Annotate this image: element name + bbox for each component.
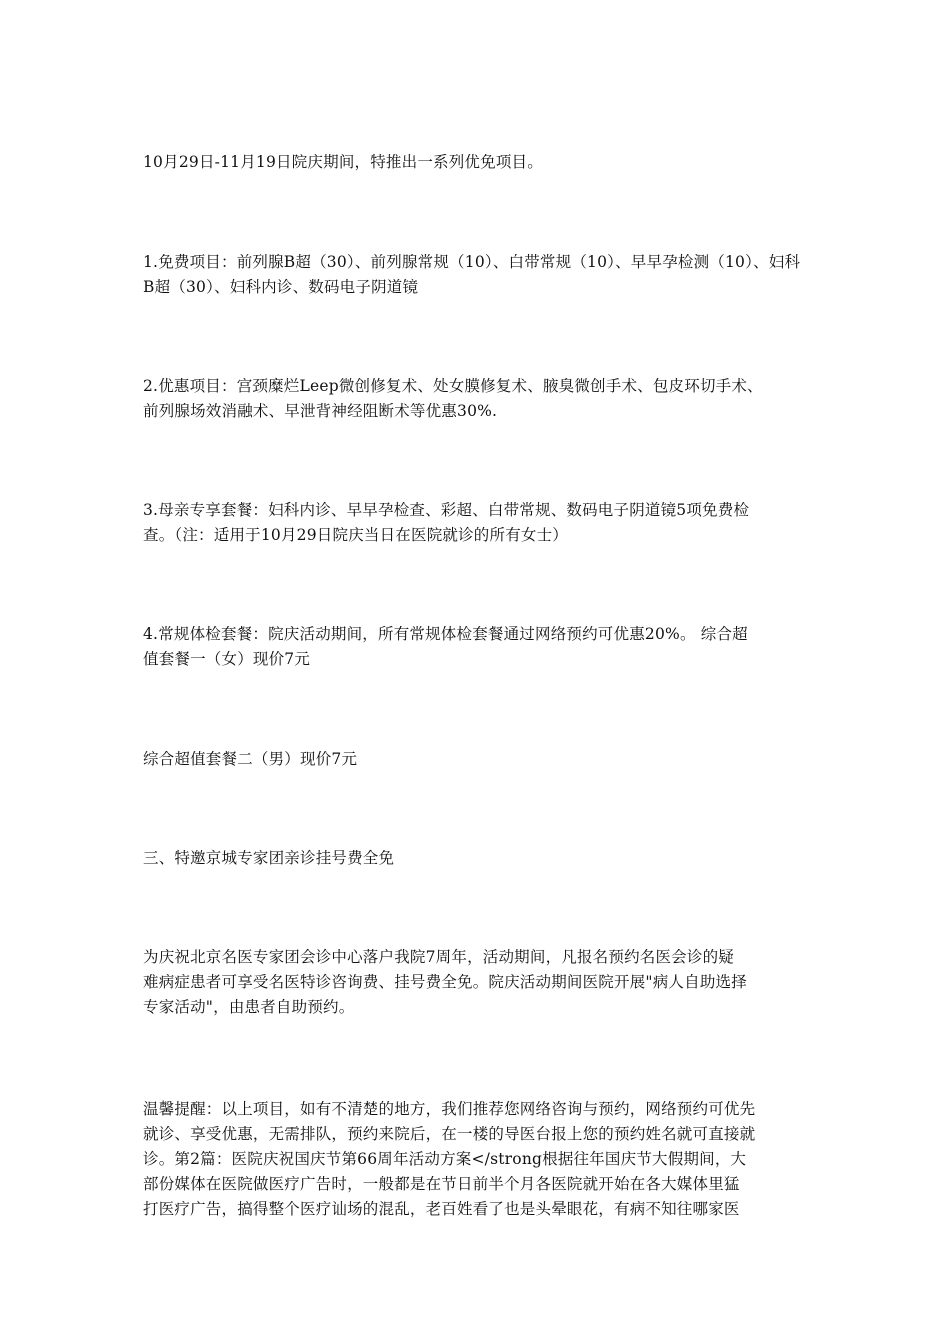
text-line: 查。（注：适用于10月29日院庆当日在医院就诊的所有女士）: [143, 526, 568, 544]
text-line: 3.母亲专享套餐：妇科内诊、早早孕检查、彩超、白带常规、数码电子阴道镜5项免费检: [143, 501, 750, 519]
anniversary-paragraph: [143, 945, 811, 1020]
text-line: 专家活动"，由患者自助预约。: [143, 998, 355, 1016]
text-line: 前列腺场效消融术、早泄背神经阻断术等优惠30%.: [143, 402, 498, 420]
text-line: 温馨提醒：以上项目，如有不清楚的地方，我们推荐您网络咨询与预约，网络预约可优先: [143, 1100, 756, 1118]
text-line: 值套餐一（女）现价7元: [143, 650, 311, 668]
intro-paragraph: [143, 150, 811, 175]
text-line: 三、特邀京城专家团亲诊挂号费全免: [143, 849, 395, 867]
mother-package-paragraph: [143, 498, 811, 548]
checkup-package-paragraph: [143, 622, 811, 672]
text-line: 为庆祝北京名医专家团会诊中心落户我院7周年，活动期间，凡报名预约名医会诊的疑: [143, 948, 734, 966]
section-heading: [143, 846, 811, 871]
text-line: 打医疗广告，搞得整个医疗讪场的混乱，老百姓看了也是头晕眼花，有病不知往哪家医: [143, 1200, 740, 1218]
free-items-paragraph: [143, 250, 811, 300]
text-line: 难病症患者可享受名医特诊咨询费、挂号费全免。院庆活动期间医院开展"病人自助选择: [143, 973, 747, 991]
text-line: 10月29日-11月19日院庆期间，特推出一系列优免项目。: [143, 153, 543, 171]
text-line: B超（30）、妇科内诊、数码电子阴道镜: [143, 278, 419, 296]
text-line: 1.免费项目：前列腺B超（30）、前列腺常规（10）、白带常规（10）、早早孕检测（10）、妇科: [143, 253, 801, 271]
text-line: 4.常规体检套餐：院庆活动期间，所有常规体检套餐通过网络预约可优惠20%。 综合超: [143, 625, 748, 643]
text-line: 综合超值套餐二（男）现价7元: [143, 750, 358, 768]
text-line: 就诊、享受优惠，无需排队，预约来院后，在一楼的导医台报上您的预约姓名就可直接就: [143, 1125, 756, 1143]
text-line: 诊。第2篇：医院庆祝国庆节第66周年活动方案</strong根据往年国庆节大假期间，大: [143, 1150, 747, 1168]
text-line: 2.优惠项目：宫颈糜烂Leep微创修复术、处女膜修复术、腋臭微创手术、包皮环切手术、: [143, 377, 763, 395]
text-line: 部份媒体在医院做医疗广告时，一般都是在节日前半个月各医院就开始在各大媒体里猛: [143, 1175, 740, 1193]
reminder-paragraph: [143, 1097, 811, 1222]
discount-items-paragraph: [143, 374, 811, 424]
package-two-paragraph: [143, 747, 811, 772]
